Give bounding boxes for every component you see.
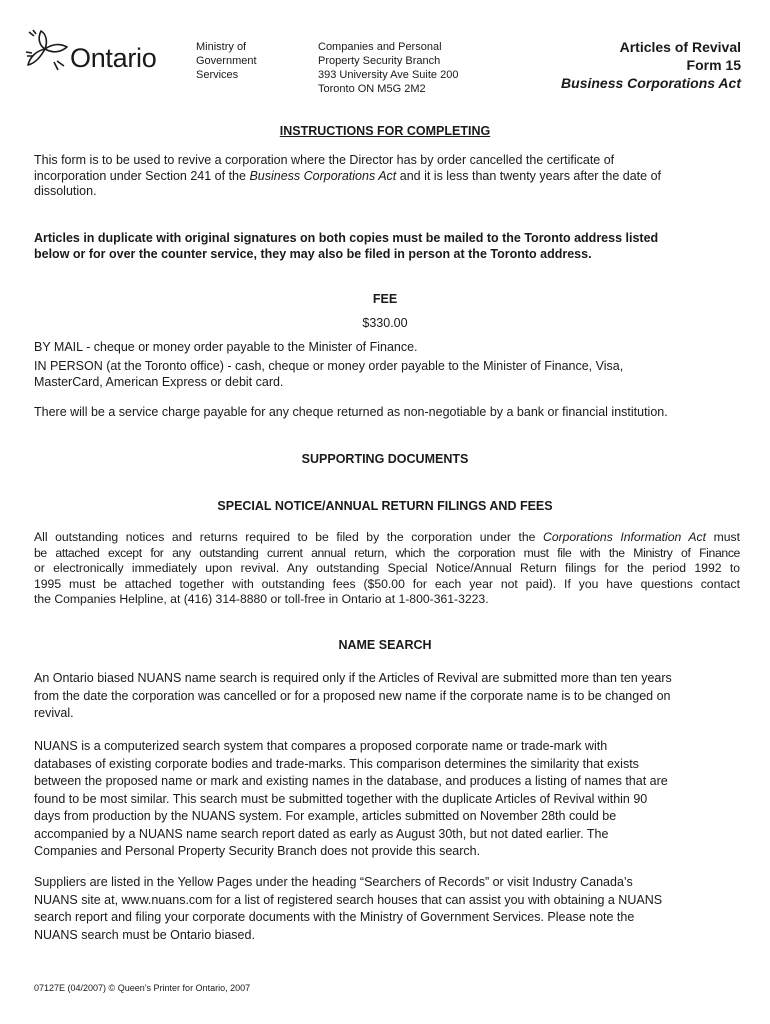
text-line: found to be most similar. This search must be submitted together with the duplicate Articles of Revival within 90 [34, 791, 648, 806]
text-fragment: incorporation under Section 241 of the [34, 168, 250, 183]
text-fragment: must [706, 530, 741, 544]
text-line: Suppliers are listed in the Yellow Pages under the heading “Searchers of Records” or visit Industry Canada’s [34, 875, 633, 889]
name-search-heading: NAME SEARCH [338, 638, 432, 652]
branch-line: Property Security Branch [318, 55, 441, 67]
text-line: This form is to be used to revive a corporation where the Director has by order cancelled the certificate of [34, 153, 615, 167]
branch-line: Companies and Personal [318, 41, 442, 53]
text-line: Companies and Personal Property Security Branch does not provide this search. [34, 844, 481, 858]
text-line: below or for over the counter service, they may also be filed in person at the Toronto address. [34, 246, 592, 261]
text-line: be attached except for any outstanding current annual return, which the corporation must file with the Ministry of Finance [34, 545, 740, 560]
special-notice-paragraph [34, 530, 740, 608]
text-line: IN PERSON (at the Toronto office) - cash, cheque or money order payable to the Minister of Finance, Visa, [34, 359, 624, 373]
text-line: between the proposed name or mark and existing names in the database, and produces a listing of names that are [34, 774, 668, 788]
form-title: Articles of Revival [619, 39, 741, 55]
supporting-documents-heading: SUPPORTING DOCUMENTS [301, 452, 469, 466]
text-line: the Companies Helpline, at (416) 314-8880 or toll-free in Ontario at 1-800-361-3223. [34, 592, 489, 606]
service-charge-note [34, 405, 740, 421]
text-line: accompanied by a NUANS name search report dated as early as August 30th, but not dated earlier. The [34, 826, 609, 841]
text-line: MasterCard, American Express or debit card. [34, 374, 284, 389]
branch-line: Toronto ON M5G 2M2 [318, 83, 426, 95]
name-search-paragraph-3 [34, 874, 740, 944]
fee-in-person [34, 359, 740, 390]
act-reference: Business Corporations Act [249, 168, 397, 183]
logo-wordmark: Ontario [70, 43, 157, 73]
filing-notice [34, 231, 740, 262]
form-number: Form 15 [686, 57, 741, 73]
text-fragment: and it is less than twenty years after the date of [396, 168, 661, 183]
text-line: An Ontario biased NUANS name search is required only if the Articles of Revival are submitted more than ten years [34, 671, 672, 685]
text-line: days from production by the NUANS system. For example, articles submitted on November 28th could be [34, 809, 617, 823]
form-title-block [561, 38, 741, 92]
text-line: Articles in duplicate with original signatures on both copies must be mailed to the Toronto address listed [34, 231, 659, 245]
text-line: There will be a service charge payable for any cheque returned as non-negotiable by a bank or financial institution. [34, 405, 668, 419]
text-line: NUANS is a computerized search system that compares a proposed corporate name or trade-mark with [34, 739, 608, 753]
text-line: from the date the corporation was cancelled or for a proposed new name if the corporate name is to be changed on [34, 688, 671, 703]
special-notice-heading: SPECIAL NOTICE/ANNUAL RETURN FILINGS AND FEES [217, 499, 553, 513]
trillium-icon [24, 26, 70, 78]
text-line: NUANS search must be Ontario biased. [34, 927, 255, 942]
text-line: databases of existing corporate bodies and trade-marks. This comparison determines the similarity that exists [34, 756, 639, 771]
ministry-line: Services [196, 69, 239, 81]
branch-line: 393 University Ave Suite 200 [318, 69, 459, 81]
name-search-paragraph-1 [34, 670, 740, 723]
intro-paragraph [34, 153, 740, 200]
text-line: BY MAIL - cheque or money order payable to the Minister of Finance. [34, 340, 418, 354]
text-line: 1995 must be attached together with outstanding fees ($50.00 for each year not paid). If you have questions contact [34, 576, 740, 591]
ontario-logo [24, 26, 174, 78]
fee-by-mail [34, 340, 740, 356]
fee-amount: $330.00 [362, 316, 408, 330]
text-line: search report and filing your corporate documents with the Ministry of Government Services. Please note the [34, 910, 635, 924]
text-line: revival. [34, 706, 74, 720]
name-search-paragraph-2 [34, 738, 740, 861]
text-line: or electronically immediately upon revival. Any outstanding Special Notice/Annual Return filings for the period 1992 to [34, 561, 740, 575]
text-fragment: All outstanding notices and returns required to be filed by the corporation under the [34, 530, 544, 544]
instructions-heading: INSTRUCTIONS FOR COMPLETING [279, 124, 491, 138]
text-line: NUANS site at, www.nuans.com for a list of registered search houses that can assist you with obtaining a NUANS [34, 892, 663, 907]
fee-heading: FEE [372, 292, 398, 306]
act-name: Business Corporations Act [561, 75, 741, 91]
ministry-name [196, 40, 306, 82]
footer-copyright: 07127E (04/2007) © Queen’s Printer for Ontario, 2007 [34, 983, 251, 993]
act-reference: Corporations Information Act [543, 530, 707, 544]
ministry-line: Ministry of [196, 41, 247, 53]
text-line: dissolution. [34, 184, 97, 198]
ministry-line: Government [196, 55, 257, 67]
branch-address [318, 40, 518, 96]
